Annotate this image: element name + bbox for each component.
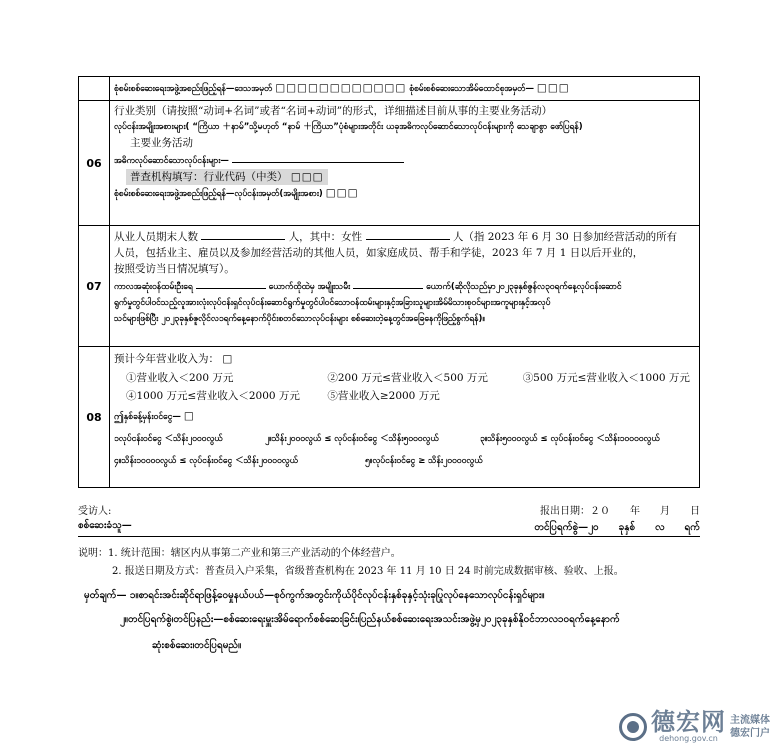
female-count-field[interactable] — [366, 228, 450, 240]
respondent-my-row — [78, 518, 700, 533]
revenue-my-checkbox[interactable]: □ — [183, 410, 194, 422]
respondent-row — [78, 502, 700, 517]
industry-cell — [110, 101, 700, 226]
revenue-option-4: ④1000 万元≤营业收入＜2000 万元 — [126, 390, 300, 402]
female-count-label: 人，其中：女性 — [288, 231, 363, 243]
org-fill-my-label: စုံစမ်းစစ်ဆေးရေးအဖွဲ့အစည်းဖြည့်ရန်—လုပ်ငန်းအမှတ်(အမျိုးအစား) — [114, 189, 323, 199]
report-date-zh: 报出日期：２０ 年 月 日 — [540, 506, 700, 517]
employee-count-field[interactable] — [201, 228, 285, 240]
note-my-2: ၂။တင်ပြရက်စွဲ၊တင်ပြနည်း—စစ်ဆေးရေးမှူးအိမ်ရောက်စစ်ဆေးခြင်း၊ပြည်နယ်စစ်ဆေးရေးအသင်းအဖွဲ့မှ၂၀၂၃ခုနှစ်နိုဝင်ဘာလ၁၀ရက်နေ့နောက် — [120, 614, 620, 625]
area-code-cell — [110, 77, 700, 101]
note-zh-1: 说明：1. 统计范围：辖区内从事第二产业和第三产业活动的个体经营户。 — [78, 548, 401, 559]
employee-count-my-field[interactable] — [196, 277, 266, 289]
employee-count-my-label: ကာလအဆုံးဝန်ထမ်းဦးရေ — [114, 282, 193, 292]
area-code-label: စုံစမ်းစစ်ဆေးရေးအဖွဲ့အစည်းဖြည့်ရန်—ဒေသအမှတ် — [114, 84, 273, 94]
employee-note-zh-3: 按照受访当日情况填写）。 — [114, 263, 235, 275]
site-watermark — [619, 707, 770, 743]
employee-count-label: 从业人员期末人数 — [114, 231, 198, 243]
note-zh-2: 2. 报送日期及方式：普查员入户采集，省级普查机构在 2023 年 11 月 10 日 24 时前完成数据审核、验收、上报。 — [112, 566, 624, 577]
respondent-zh-label: 受访人: — [78, 506, 112, 517]
female-count-my-field[interactable] — [353, 277, 423, 289]
revenue-option-5: ⑤营业收入≥2000 万元 — [327, 390, 440, 402]
revenue-my-option-5: ၅။လုပ်ငန်းဝင်ငွေ ≥ သိန်း၂၀၀၀၀လွယ် — [364, 456, 483, 466]
revenue-cell — [110, 347, 700, 488]
watermark-url: dehong.gov.cn — [659, 734, 718, 743]
employee-note-zh-1: 人（指 2023 年 6 月 30 日参加经营活动的所有 — [452, 231, 678, 243]
site-logo-icon — [619, 713, 647, 741]
survey-form-table — [78, 76, 700, 488]
form-row-area-code — [79, 77, 700, 101]
female-count-my-label: ယောက်ထိုထဲမှ အမျိုးသမီး — [268, 282, 351, 292]
main-activity-field[interactable] — [232, 151, 404, 163]
watermark-side-bottom: 德宏门户 — [730, 727, 770, 739]
row-number-07: 07 — [79, 226, 110, 347]
employee-note-zh-2: 人员，包括业主、雇员以及参加经营活动的其他人员，如家庭成员、帮手和学徒，2023 年 7 月 1 日以后开业的， — [114, 247, 644, 259]
form-row-employees — [79, 226, 700, 347]
revenue-my-option-2: ၂။သိန်း၂၀၀၀လွယ် ≤ လုပ်ငန်းဝင်ငွေ ＜သိန်း၅၀၀၀လွယ် — [264, 434, 439, 444]
main-activity-zh-label: 主要业务活动 — [130, 137, 193, 149]
employee-note-my-2: ရွက်မှုတွင်ပါဝင်သည့်လူအားလုံးလုပ်ငန်းရှင်လုပ်ငန်းဆောင်ရွက်မှုတွင်ပါဝင်သောဝန်ထမ်းများနှင့်အခြားသူများအိမ်မိသားစုဝင်များအကူများနှင့်အလုပ် — [114, 298, 551, 308]
area-code-boxes[interactable]: □□□□□□□□□□□□ — [275, 82, 407, 94]
revenue-checkbox[interactable]: □ — [222, 353, 233, 365]
industry-code-my-boxes[interactable]: □□□ — [325, 187, 359, 199]
form-row-revenue — [79, 347, 700, 488]
revenue-option-2: ②200 万元≤营业收入＜500 万元 — [327, 372, 488, 384]
report-date-my: တင်ပြရက်စွဲ—၂၀ ခုနှစ် လ ရက် — [534, 522, 700, 533]
industry-code-boxes[interactable]: □□□ — [290, 171, 324, 183]
org-fill-zh-label: 普查机构填写：行业代码（中类） □□□ — [126, 169, 328, 185]
revenue-question-zh: 预计今年营业收入为： — [114, 353, 219, 365]
employees-cell — [110, 226, 700, 347]
household-code-label: စုံစမ်းစစ်ဆေးသောအိမ်ထောင်စုအမှတ်— — [409, 84, 534, 94]
watermark-brand: 德宏网 — [651, 707, 726, 736]
industry-zh-label: 行业类别（请按照“动词+名词”或者“名词+动词”的形式，详细描述目前从事的主要业务活动） — [114, 105, 553, 117]
industry-my-label: လုပ်ငန်းအမျိုးအစားများ( “ကြိယာ ＋နာမ်”သို့မဟုတ် “နာမ် ＋ကြိယာ”ပုံစံများအတိုင်း ယခုအဓိကလုပ်ဆောင်သောလုပ်ငန်းများကို သေချာစွာ ဖော်ပြရန်) — [114, 122, 583, 132]
revenue-my-option-1: ၁လုပ်ငန်းဝင်ငွေ ＜သိန်း၂၀၀၀လွယ် — [114, 434, 223, 444]
household-code-boxes[interactable]: □□□ — [536, 82, 570, 94]
row-number-cell — [79, 77, 110, 101]
revenue-question-my: ဤနှစ်ခန့်မှန်းဝင်ငွေ— — [114, 412, 181, 422]
footer-divider — [78, 536, 700, 537]
employee-note-my-1: ယောက်(ဆိုလိုသည်မှာ၂၀၂၃ခုနှစ်ဇွန်လ၃၀ရက်နေ့လုပ်ငန်းဆောင် — [426, 282, 622, 292]
watermark-side-top: 主流媒体 — [730, 714, 770, 726]
main-activity-my-label: အဓိကလုပ်ဆောင်သောလုပ်ငန်းများ— — [114, 156, 229, 166]
employee-note-my-3: သင်များဖြစ်ပြီး ၂၀၂၃ခုနှစ်ဇူလိုင်လ၁ရက်နေ့နောက်ပိုင်းစတင်သောလုပ်ငန်းများ စစ်ဆေးတဲ့နေ့တွင်အခြေနေကိုဖြည့်စွက်ရန်)။ — [114, 314, 485, 324]
revenue-my-option-4: ၄။သိန်း၁၀၀၀၀လွယ် ≤ လုပ်ငန်းဝင်ငွေ ＜သိန်း၂၀၀၀၀လွယ် — [114, 456, 298, 466]
note-my-3: ဆုံးစစ်ဆေး၊တင်ပြရမည်။ — [152, 640, 242, 651]
respondent-my-label: စစ်ဆေးခံသူ— — [78, 520, 132, 531]
row-number-08: 08 — [79, 347, 110, 488]
revenue-my-option-3: ၃။သိန်း၅၀၀၀လွယ် ≤ လုပ်ငန်းဝင်ငွေ ＜သိန်း၁၀၀၀၀လွယ် — [479, 434, 660, 444]
note-my-1: မှတ်ချက်— ၁။စာရင်းအင်းဆိုင်ရာဖြန့်ဝေမှုနယ်ပယ်—စုဝ်ကွက်အတွင်းကိုယ်ပိုင်လုပ်ငန်းနှစ်ခုနှင့်သုံးခုပြုလုပ်နေသောလုပ်ငန်းရှင်များ။ — [84, 590, 545, 601]
form-row-industry — [79, 101, 700, 226]
revenue-option-3: ③500 万元≤营业收入＜1000 万元 — [522, 372, 690, 384]
row-number-06: 06 — [79, 101, 110, 226]
revenue-option-1: ①营业收入＜200 万元 — [126, 372, 234, 384]
